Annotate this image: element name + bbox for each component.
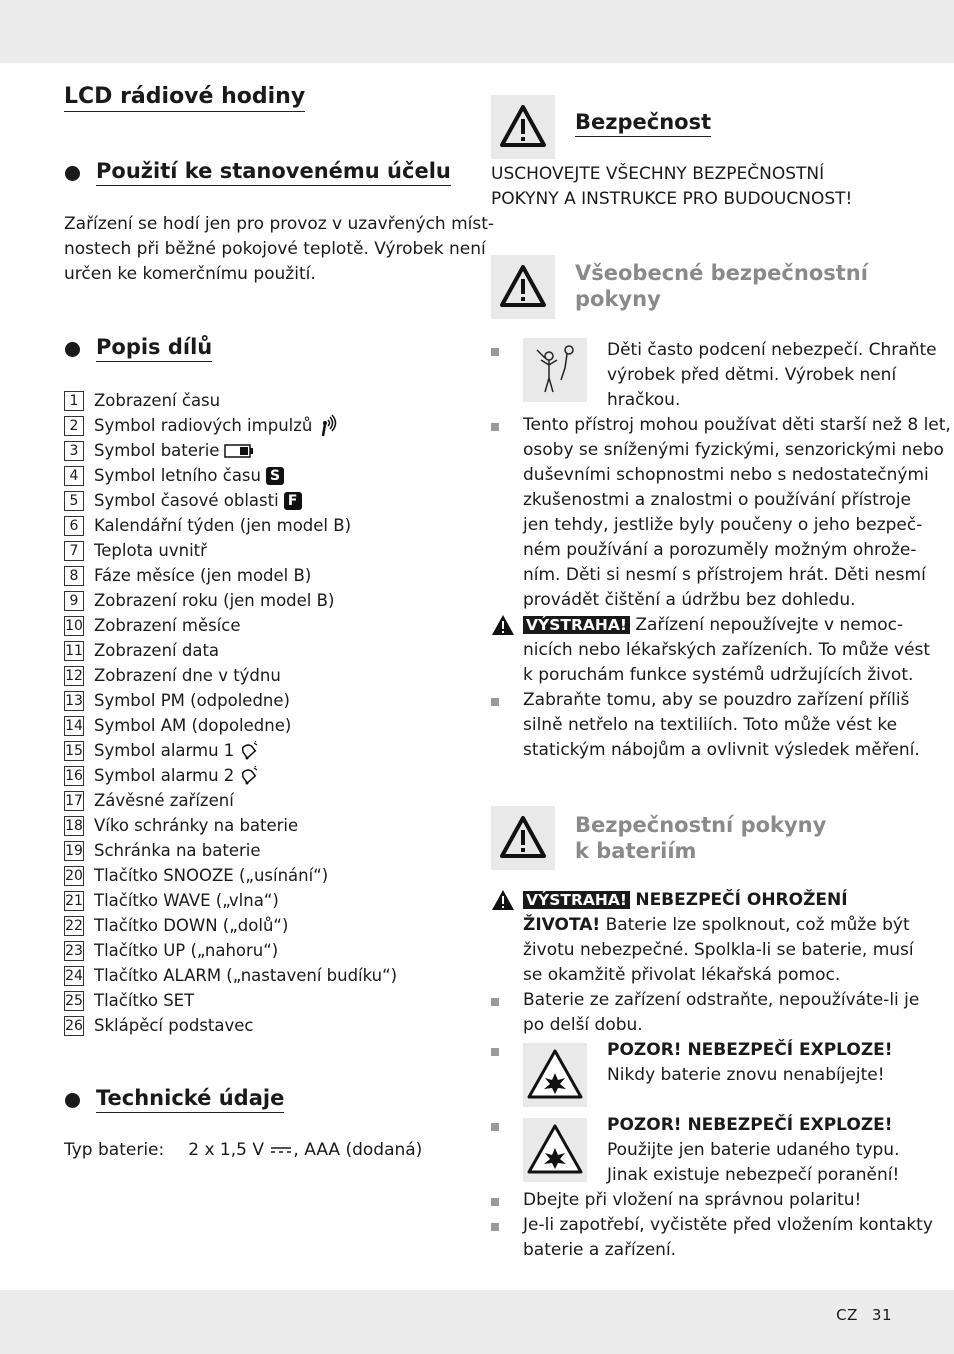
- part-label: Zobrazení data: [94, 641, 220, 660]
- part-item: [64, 413, 397, 438]
- list-bullet: [491, 998, 499, 1006]
- part-number: 10: [65, 617, 83, 634]
- warning-label: VÝSTRAHA!: [523, 891, 630, 909]
- remove-text: [523, 988, 919, 1038]
- text-line: provádět čištění a údržbu bez dohledu.: [523, 590, 856, 610]
- part-item: [64, 613, 397, 638]
- polarity-text: Dbejte při vložení na správnou polaritu!: [523, 1190, 862, 1210]
- part-label: Tlačítko SET: [94, 991, 195, 1010]
- part-label: Zobrazení dne v týdnu: [94, 666, 281, 685]
- text-line: ném používání a porozuměly možným ohrože-: [523, 540, 917, 560]
- tech-heading: Technické údaje: [96, 1086, 284, 1113]
- battery-icon: [224, 444, 254, 458]
- text-line: nicích nebo lékařských zařízeních. To může vést: [523, 640, 931, 660]
- heading-line: pokyny: [575, 287, 661, 311]
- part-item: [64, 763, 397, 788]
- usage-paragraph: [64, 212, 494, 287]
- part-label: Symbol letního času: [94, 466, 261, 485]
- part-number: 26: [65, 1017, 83, 1034]
- text-line: určen ke komerčnímu použití.: [64, 264, 316, 284]
- age-text: [523, 413, 951, 613]
- part-number: 7: [64, 541, 84, 561]
- list-bullet: [491, 1123, 499, 1131]
- part-number: 25: [65, 992, 83, 1009]
- page-footer: [822, 1306, 892, 1324]
- list-bullet: [491, 1048, 499, 1056]
- part-item: [64, 538, 397, 563]
- part-item: [64, 713, 397, 738]
- list-bullet: [491, 1198, 499, 1206]
- safety-heading: Bezpečnost: [575, 110, 711, 137]
- text-segment: Baterie lze spolknout, což může být: [605, 915, 910, 935]
- text-line: [523, 613, 930, 638]
- dc-symbol-icon: [269, 1145, 293, 1155]
- part-item: [64, 513, 397, 538]
- part-number: 2: [64, 416, 84, 436]
- small-warning-icon: [491, 889, 515, 911]
- part-label: Tlačítko WAVE („vlna“): [94, 891, 279, 910]
- part-number: 17: [65, 792, 83, 809]
- part-number: 13: [65, 692, 83, 709]
- text-line: životu nebezpečné. Spolkla-li se baterie, musí: [523, 940, 914, 960]
- text-line: Nikdy baterie znovu nenabíjejte!: [607, 1065, 885, 1085]
- text-line: Použijte jen baterie udaného typu.: [607, 1140, 900, 1160]
- part-item: [64, 938, 397, 963]
- explosion-title: POZOR! NEBEZPEČÍ EXPLOZE!: [607, 1040, 893, 1060]
- part-number: 22: [65, 917, 83, 934]
- part-label: Tlačítko ALARM („nastavení budíku“): [94, 966, 398, 985]
- explosion-title: POZOR! NEBEZPEČÍ EXPLOZE!: [607, 1115, 893, 1135]
- list-bullet: [491, 698, 499, 706]
- text-line: Tento přístroj mohou používat děti starší než 8 let,: [523, 415, 951, 435]
- text-line: zkušenostmi a znalostmi o používání přístroje: [523, 490, 912, 510]
- explosion-icon: [523, 1043, 587, 1107]
- text-line: výrobek před dětmi. Výrobek není: [607, 365, 897, 385]
- page-title: LCD rádiové hodiny: [64, 84, 305, 112]
- text-line: [523, 888, 914, 913]
- danger-title: ŽIVOTA!: [523, 915, 601, 935]
- text-line: Děti často podcení nebezpečí. Chraňte: [607, 340, 937, 360]
- part-label: Tlačítko SNOOZE („usínání“): [94, 866, 329, 885]
- text-line: hračkou.: [607, 390, 681, 410]
- part-label: Zobrazení času: [94, 391, 221, 410]
- part-item: [64, 813, 397, 838]
- text-line: Je-li zapotřebí, vyčistěte před vložením kontakty: [523, 1215, 933, 1235]
- text-segment: Zařízení nepoužívejte v nemoc-: [635, 615, 904, 635]
- page-number: 31: [871, 1306, 892, 1324]
- part-label: Kalendářní týden (jen model B): [94, 516, 352, 535]
- list-bullet: [491, 348, 499, 356]
- clean-text: [523, 1213, 933, 1263]
- part-label: Symbol baterie: [94, 441, 220, 460]
- f-icon: F: [284, 492, 302, 510]
- usage-heading: Použití ke stanovenému účelu: [96, 159, 451, 186]
- list-bullet: [491, 1223, 499, 1231]
- part-label: Víko schránky na baterie: [94, 816, 299, 835]
- part-number: 20: [65, 867, 83, 884]
- part-item: [64, 638, 397, 663]
- part-item: [64, 463, 397, 488]
- children-text: [607, 338, 937, 413]
- text-line: Jinak existuje nebezpečí poranění!: [607, 1165, 900, 1185]
- part-number: 8: [64, 566, 84, 586]
- text-line: statickým nábojům a ovlivnit výsledek měření.: [523, 740, 920, 760]
- parts-list: [64, 388, 397, 1038]
- part-number: 4: [64, 466, 84, 486]
- s-icon: S: [266, 467, 284, 485]
- heading-line: Bezpečnostní pokyny: [575, 813, 827, 837]
- part-item: [64, 438, 397, 463]
- part-item: [64, 1013, 397, 1038]
- battery-label: Typ baterie:: [64, 1140, 165, 1160]
- bottom-band: [0, 1290, 954, 1354]
- text-line: se okamžitě přivolat lékařská pomoc.: [523, 965, 841, 985]
- part-item: [64, 963, 397, 988]
- text-line: k poruchám funkce systémů udržujících život.: [523, 665, 914, 685]
- part-number: 9: [64, 591, 84, 611]
- part-label: Symbol PM (odpoledne): [94, 691, 290, 710]
- section-bullet: [65, 1093, 80, 1108]
- part-item: [64, 488, 397, 513]
- text-line: baterie a zařízení.: [523, 1240, 677, 1260]
- battery-spec: [64, 1138, 422, 1163]
- part-item: [64, 788, 397, 813]
- bell-icon: [239, 766, 259, 786]
- text-line: po delší dobu.: [523, 1015, 643, 1035]
- part-label: Sklápěcí podstavec: [94, 1016, 254, 1035]
- footer-language: CZ: [836, 1306, 858, 1324]
- part-number: 24: [65, 967, 83, 984]
- child-warning-icon: [523, 338, 587, 402]
- small-warning-icon: [491, 614, 515, 636]
- text-line: Baterie ze zařízení odstraňte, nepoužíváte-li je: [523, 990, 920, 1010]
- part-number: 14: [65, 717, 83, 734]
- part-label: Tlačítko UP („nahoru“): [94, 941, 279, 960]
- part-label: Teplota uvnitř: [94, 541, 207, 560]
- heading-line: Všeobecné bezpečnostní: [575, 261, 868, 285]
- explosion-warning-1: [607, 1038, 893, 1088]
- part-number: 6: [64, 516, 84, 536]
- part-item: [64, 988, 397, 1013]
- part-number: 12: [65, 667, 83, 684]
- section-bullet: [65, 166, 80, 181]
- warning-label: VÝSTRAHA!: [523, 616, 630, 634]
- part-label: Zobrazení roku (jen model B): [94, 591, 335, 610]
- radio-signal-icon: [317, 414, 339, 438]
- part-label: Symbol AM (dopoledne): [94, 716, 292, 735]
- part-item: [64, 888, 397, 913]
- parts-heading: Popis dílů: [96, 335, 212, 362]
- part-item: [64, 738, 397, 763]
- textile-text: [523, 688, 920, 763]
- safety-keep-text: [491, 162, 852, 212]
- part-label: Symbol alarmu 2: [94, 766, 235, 785]
- part-number: 16: [65, 767, 83, 784]
- part-item: [64, 838, 397, 863]
- part-label: Symbol časové oblasti: [94, 491, 279, 510]
- part-label: Tlačítko DOWN („dolů“): [94, 916, 289, 935]
- text-line: Zabraňte tomu, aby se pouzdro zařízení příliš: [523, 690, 910, 710]
- explosion-warning-2: [607, 1113, 899, 1188]
- section-bullet: [65, 342, 80, 357]
- heading-line: k bateriím: [575, 839, 697, 863]
- text-line: POKYNY A INSTRUKCE PRO BUDOUCNOST!: [491, 189, 853, 209]
- text-line: USCHOVEJTE VŠECHNY BEZPEČNOSTNÍ: [491, 164, 825, 184]
- part-item: [64, 388, 397, 413]
- part-number: 1: [64, 391, 84, 411]
- battery-safety-heading: [575, 812, 826, 864]
- part-number: 3: [64, 441, 84, 461]
- part-item: [64, 563, 397, 588]
- text-line: silně netřelo na textiliích. Toto může vést ke: [523, 715, 898, 735]
- danger-warning: [523, 888, 914, 988]
- warning-triangle-icon: [491, 255, 555, 319]
- text-line: Zařízení se hodí jen pro provoz v uzavřených míst-: [64, 214, 495, 234]
- text-line: ním. Děti si nesmí s přístrojem hrát. Děti nesmí: [523, 565, 926, 585]
- part-number: 23: [65, 942, 83, 959]
- part-label: Zobrazení měsíce: [94, 616, 241, 635]
- general-safety-heading: [575, 260, 868, 312]
- text-line: duševními schopnostmi nebo s nedostatečnými: [523, 465, 929, 485]
- battery-value: 2 x 1,5 V: [188, 1140, 264, 1160]
- part-number: 21: [65, 892, 83, 909]
- battery-value-type: , AAA (dodaná): [293, 1140, 423, 1160]
- text-line: osoby se sníženými fyzickými, senzorickými nebo: [523, 440, 944, 460]
- part-item: [64, 688, 397, 713]
- part-label: Symbol alarmu 1: [94, 741, 235, 760]
- part-item: [64, 913, 397, 938]
- part-number: 19: [65, 842, 83, 859]
- part-label: Fáze měsíce (jen model B): [94, 566, 312, 585]
- text-line: jen tehdy, jestliže byly poučeny o jeho bezpeč-: [523, 515, 923, 535]
- warning-triangle-icon: [491, 95, 555, 159]
- explosion-icon: [523, 1118, 587, 1182]
- top-band: [0, 0, 954, 63]
- part-number: 15: [65, 742, 83, 759]
- part-number: 18: [65, 817, 83, 834]
- part-number: 11: [65, 642, 83, 659]
- text-line: [523, 913, 914, 938]
- part-item: [64, 863, 397, 888]
- bell-icon: [239, 741, 259, 761]
- part-item: [64, 663, 397, 688]
- medical-warning: [523, 613, 930, 688]
- list-bullet: [491, 423, 499, 431]
- part-item: [64, 588, 397, 613]
- part-label: Symbol radiových impulzů: [94, 416, 313, 435]
- warning-triangle-icon: [491, 806, 555, 870]
- part-label: Závěsné zařízení: [94, 791, 234, 810]
- part-number: 5: [64, 491, 84, 511]
- danger-title: NEBEZPEČÍ OHROŽENÍ: [635, 890, 848, 910]
- part-label: Schránka na baterie: [94, 841, 261, 860]
- text-line: nostech při běžné pokojové teplotě. Výrobek není: [64, 239, 486, 259]
